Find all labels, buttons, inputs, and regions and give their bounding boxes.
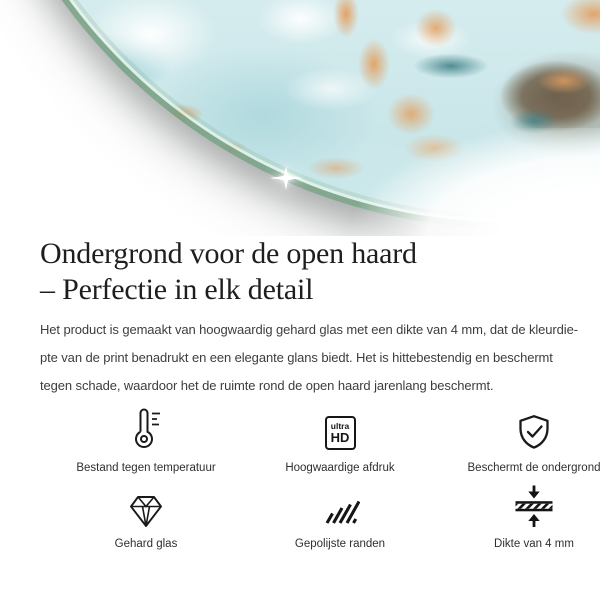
- ultra-hd-icon: [325, 404, 356, 450]
- sparkle-icon: [269, 161, 303, 195]
- compressed-thickness-icon: [512, 489, 556, 529]
- feature-item-polished-edges: [243, 489, 437, 551]
- page-title-line2: – Perfectie in elk detail: [40, 273, 314, 306]
- feature-grid: [49, 404, 600, 551]
- description-line: Het product is gemaakt van hoogwaardig gehard glas met een dikte van 4 mm, dat de kleurdie-: [40, 322, 578, 337]
- feature-label: Dikte van 4 mm: [494, 538, 574, 550]
- shield-check-icon: [515, 404, 553, 450]
- feature-item-protection: [437, 404, 600, 475]
- product-description-block: [0, 236, 600, 551]
- ultra-hd-badge-top: ultra: [330, 421, 350, 431]
- feature-label: Gehard glas: [114, 538, 178, 550]
- page-title: [40, 236, 560, 308]
- page-title-line1: Ondergrond voor de open haard: [40, 237, 417, 270]
- feature-label: Gepolijste randen: [294, 538, 386, 550]
- description-line: pte van de print benadrukt en een elegante glans biedt. Het is hittebestendig en beschermt: [40, 350, 553, 365]
- feature-label: Hoogwaardige afdruk: [285, 462, 395, 474]
- feature-item-thickness: [437, 489, 600, 551]
- feature-label: Beschermt de ondergrond: [467, 462, 600, 474]
- ultra-hd-badge-bottom: HD: [330, 430, 350, 445]
- feature-item-tempered-glass: [49, 489, 243, 551]
- feature-item-temperature: [49, 404, 243, 475]
- thermometer-icon: [129, 404, 163, 450]
- diamond-icon: [127, 489, 165, 529]
- feature-item-ultra-hd: [243, 404, 437, 475]
- description-line: tegen schade, waardoor het de ruimte rond de open haard jarenlang beschermt.: [40, 378, 494, 393]
- feature-label: Bestand tegen temperatuur: [76, 462, 216, 474]
- product-description-text: [40, 316, 578, 400]
- polished-edges-icon: [320, 489, 360, 529]
- product-hero-image: [0, 0, 600, 236]
